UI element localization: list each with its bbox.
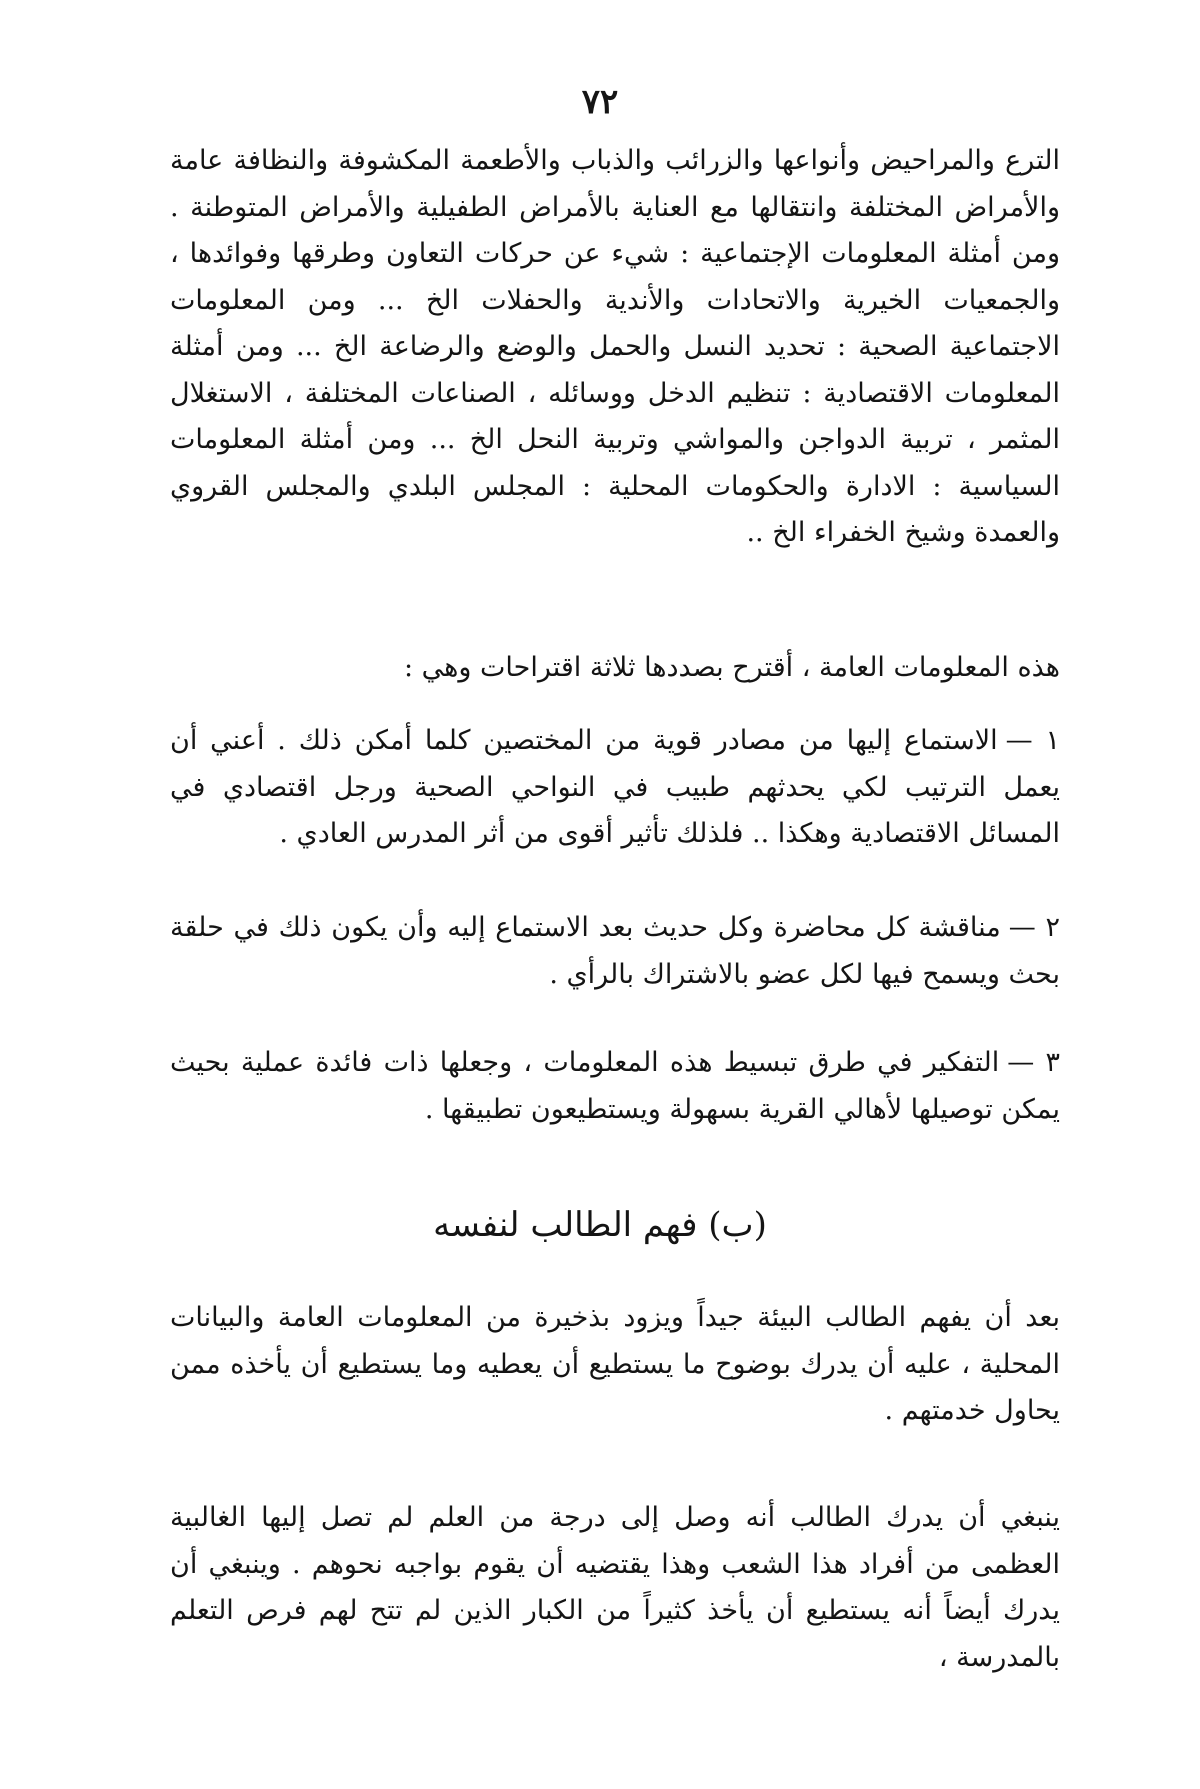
list-item-text: التفكير في طرق تبسيط هذه المعلومات ، وجعلها ذات فائدة عملية بحيث يمكن توصيلها لأهالي القرية بسهولة ويستطيعون تطبيقها .	[170, 1047, 1060, 1125]
paragraph-text: الترع والمراحيض وأنواعها والزرائب والذباب والأطعمة المكشوفة والنظافة عامة والأمراض المختلفة وانتقالها مع العناية بالأمراض الطفيلية والأمراض المتوطنة . ومن أمثلة المعلومات الإجتماعية : شيء عن حركات التعاون وطرقها وفوائدها ، والجمعيات الخيرية والاتحادات والأندية والحفلات الخ ... ومن المعلومات الاجتماعية الصحية : تحديد النسل والحمل والوضع والرضاعة الخ ... ومن أمثلة المعلومات الاقتصادية : تنظيم الدخل ووسائله ، الصناعات المختلفة ، الاستغلال المثمر ، تربية الدواجن والمواشي وتربية النحل الخ ... ومن أمثلة المعلومات السياسية : الادارة والحكومات المحلية : المجلس البلدي والمجلس القروي والعمدة وشيخ الخفراء الخ ..	[170, 145, 1060, 548]
list-item-number: ٣ —	[1007, 1047, 1060, 1078]
list-item-text: مناقشة كل محاضرة وكل حديث بعد الاستماع إليه وأن يكون ذلك في حلقة بحث ويسمح فيها لكل عضو بالاشتراك بالرأي .	[170, 912, 1060, 990]
list-item-number: ١ —	[1005, 725, 1060, 756]
list-item	[170, 718, 1060, 858]
paragraph-student-duty	[170, 1495, 1060, 1681]
list-item	[170, 905, 1060, 998]
paragraph-text: ينبغي أن يدرك الطالب أنه وصل إلى درجة من العلم لم تصل إليها الغالبية العظمى من أفراد هذا الشعب وهذا يقتضيه أن يقوم بواجبه نحوهم . وينبغي أن يدرك أيضاً أنه يستطيع أن يأخذ كثيراً من الكبار الذين لم تتح لهم فرص التعلم بالمدرسة ،	[170, 1502, 1060, 1673]
paragraph-information-examples	[170, 138, 1060, 557]
page-number: ٧٢	[581, 82, 619, 122]
paragraph-text: بعد أن يفهم الطالب البيئة جيداً ويزود بذخيرة من المعلومات العامة والبيانات المحلية ، عليه أن يدرك بوضوح ما يستطيع أن يعطيه وما يستطيع أن يأخذه ممن يحاول خدمتهم .	[170, 1302, 1060, 1426]
paragraph-text: هذه المعلومات العامة ، أقترح بصددها ثلاثة اقتراحات وهي :	[403, 652, 1060, 683]
list-item-number: ٢ —	[1008, 912, 1060, 943]
list-item-text: الاستماع إليها من مصادر قوية من المختصين كلما أمكن ذلك . أعني أن يعمل الترتيب لكي يحدثهم طبيب في النواحي الصحية ورجل اقتصادي في المسائل الاقتصادية وهكذا .. فلذلك تأثير أقوى من أثر المدرس العادي .	[170, 725, 1060, 849]
list-item	[170, 1040, 1060, 1133]
paragraph-suggestions-intro	[170, 645, 1060, 692]
paragraph-student-understanding	[170, 1295, 1060, 1435]
section-heading: (ب) فهم الطالب لنفسه	[433, 1205, 767, 1245]
